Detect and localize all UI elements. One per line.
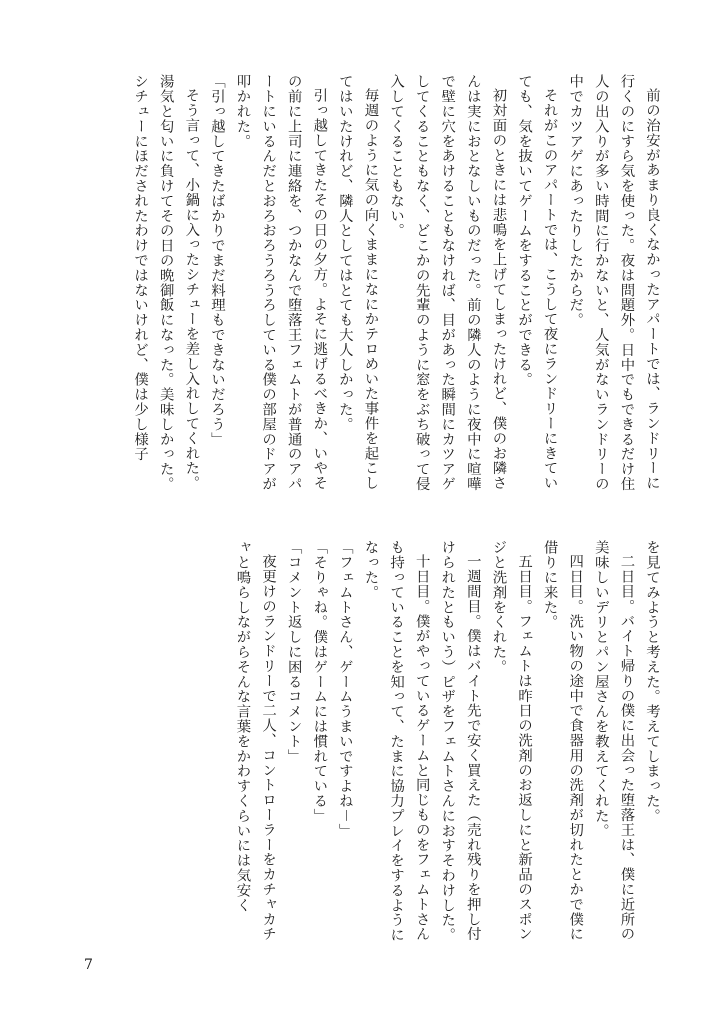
dialogue-line: 「そりゃね。僕はゲームには慣れている」 — [311, 540, 328, 824]
paragraph: そう言って、小鍋に入ったシチューを差し入れしてくれた。湯気と匂いに負けてその日の晩御飯になった。美味しかった。シチューにほだされたわけではないけれど、僕は少し様子 — [132, 74, 200, 492]
paragraph: 二日目。バイト帰りの僕に出会った堕落王は、僕に近所の美味しいデリとパン屋さんを教えてくれた。 — [592, 540, 635, 942]
paragraph: 引っ越してきたその日の夕方。よそに逃げるべきか、いやその前に上司に連絡を、つかなんで堕落王フェムトが普通のアパートにいるんだとおろおろうろうろしている僕の部屋のドアが叩かれた。 — [234, 74, 328, 492]
dialogue-line: 「引っ越してきたばかりでまだ料理もできないだろう」 — [208, 74, 225, 447]
dialogue-line: 「コメント返しに困るコメント」 — [285, 540, 302, 764]
paragraph: 五日目。フェムトは昨日の洗剤のお返しにと新品のスポンジと洗剤をくれた。 — [490, 540, 533, 942]
paragraph: 夜更けのランドリーで二人、コントローラーをカチャカチャと鳴らしながらそんな言葉をかわすくらいには気安く — [234, 540, 277, 942]
paragraph: それがこのアパートでは、こうして夜にランドリーにきていても、気を抜いてゲームをすることができる。 — [516, 74, 558, 491]
text-block-upper — [64, 74, 664, 496]
paragraph: 毎週のように気の向くままになにかテロめいた事件を起こしてはいたけれど、隣人としてはとても大人しかった。 — [336, 74, 379, 491]
paragraph: 初対面のときには悲鳴を上げてしまったけれど、僕のお隣さんは実におとなしいものだった。前の隣人のように夜中に喧嘩で壁に穴をあけることもなければ、目があった瞬間にカツアゲしてくることもなく、どこかの先輩のように窓をぶち破って侵入してくることもない。 — [388, 74, 507, 492]
paragraph: 前の治安があまり良くなかったアパートでは、ランドリーに行くのにすら気を使った。夜は問題外。日中でもできるだけ住人の出入りが多い時間に行かないと、人気がないランドリーの中でカツアゲにあったりしたからだ。 — [567, 74, 660, 492]
paragraph-continuation: を見てみようと考えた。考えてしまった。 — [644, 540, 660, 824]
dialogue-line: 「フェムトさん、ゲームうまいですよね－」 — [336, 540, 353, 838]
paragraph: 一週間目。僕はバイト先で安く買えた（売れ残りを押し付けられたともいう）ピザをフェムトさんにおすそわけした。 — [439, 540, 481, 943]
page-number: 7 — [84, 957, 93, 973]
paragraph: 四日目。洗い物の途中で食器用の洗剤が切れたとかで僕に借りに来た。 — [541, 540, 584, 942]
paragraph: 十日目。僕がやっているゲームと同じものをフェムトさんも持っていることを知って、たまに協力プレイをするようになった。 — [362, 540, 430, 943]
text-block-lower — [64, 540, 664, 950]
